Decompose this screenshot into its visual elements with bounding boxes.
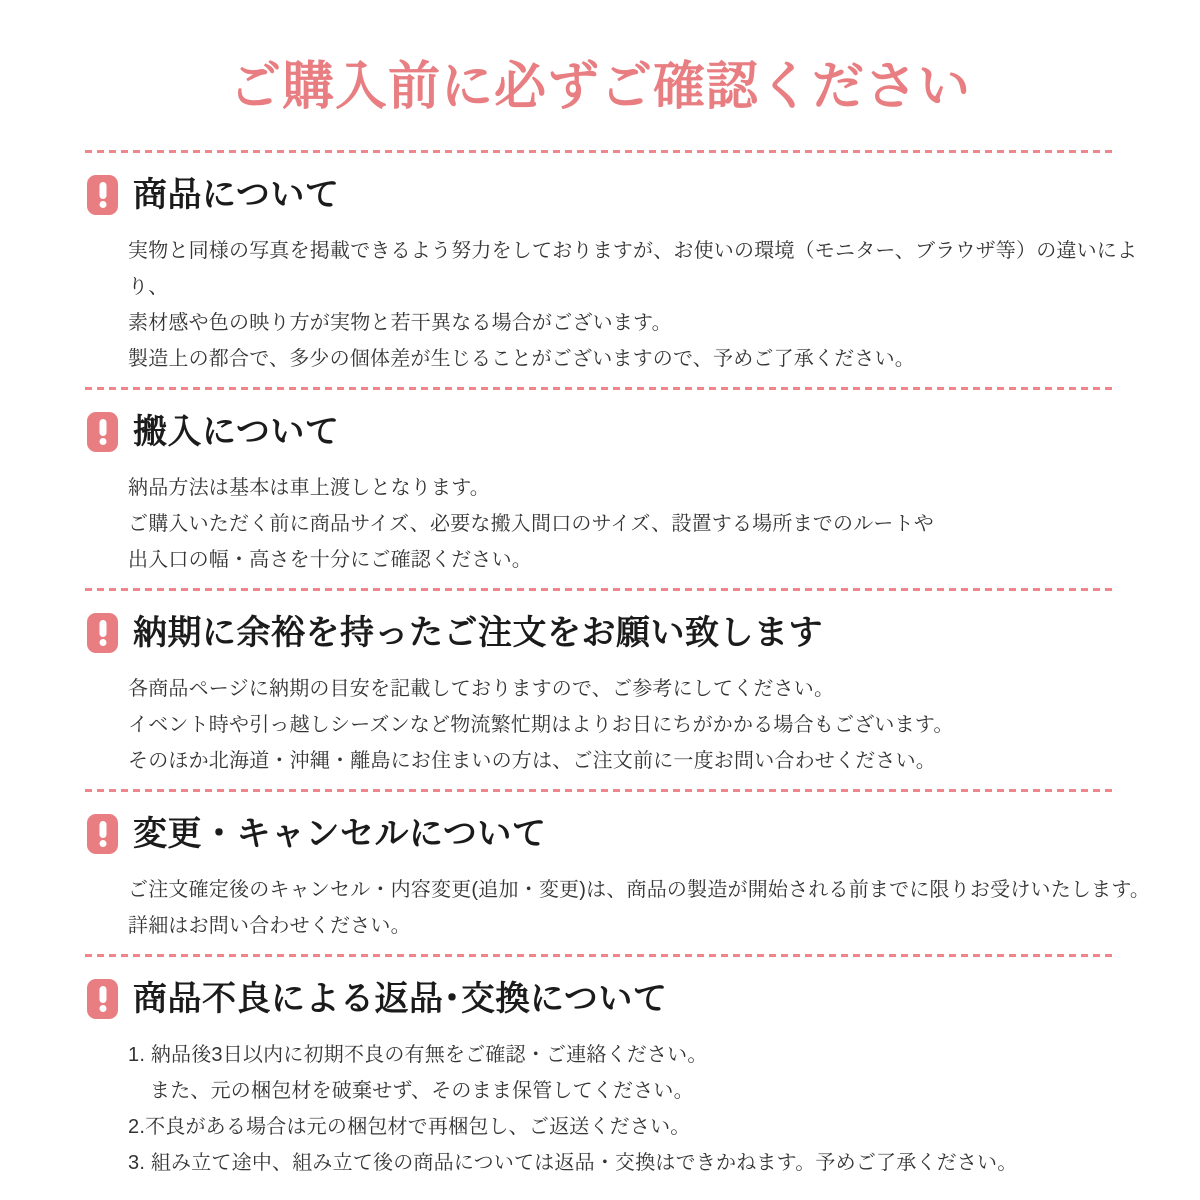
section-body	[128, 671, 1160, 779]
body-line: 3. 組み立て途中、組み立て後の商品については返品・交換はできかねます。予めご了承ください。	[128, 1152, 1018, 1175]
section-heading-row	[87, 814, 1200, 854]
section-heading: 変更・キャンセルについて	[133, 814, 547, 853]
exclamation-icon	[87, 175, 118, 215]
section-change-cancel	[0, 792, 1200, 954]
body-line: 実物と同様の写真を掲載できるよう努力をしておりますが、お使いの環境（モニター、ブラウザ等）の違いにより、	[128, 240, 1138, 299]
exclamation-icon	[87, 814, 118, 854]
section-heading-row	[87, 412, 1200, 452]
body-line: また、元の梱包材を破棄せず、そのまま保管してください。	[150, 1080, 694, 1103]
section-return-exchange	[0, 957, 1200, 1191]
section-body	[128, 1037, 1160, 1181]
section-about-product	[0, 153, 1200, 387]
body-line: 出入口の幅・高さを十分にご確認ください。	[128, 549, 532, 572]
section-heading-row	[87, 613, 1200, 653]
body-line: 2.不良がある場合は元の梱包材で再梱包し、ご返送ください。	[128, 1116, 691, 1139]
body-line: 納品方法は基本は車上渡しとなります。	[128, 477, 490, 500]
exclamation-icon	[87, 979, 118, 1019]
section-heading: 商品不良による返品･交換について	[133, 979, 668, 1018]
exclamation-icon	[87, 613, 118, 653]
section-body	[128, 872, 1160, 944]
section-heading-row	[87, 175, 1200, 215]
body-line: 各商品ページに納期の目安を記載しておりますので、ご参考にしてください。	[128, 678, 835, 701]
section-body	[128, 233, 1160, 377]
section-about-delivery	[0, 390, 1200, 588]
body-line: ご購入いただく前に商品サイズ、必要な搬入間口のサイズ、設置する場所までのルートや	[128, 513, 934, 536]
page-title: ご購入前に必ずご確認ください	[228, 58, 971, 116]
body-line: ご注文確定後のキャンセル・内容変更(追加・変更)は、商品の製造が開始される前までに限りお受けいたします。	[128, 879, 1151, 902]
section-lead-time	[0, 591, 1200, 789]
section-heading: 商品について	[133, 175, 340, 214]
body-line: 製造上の都合で、多少の個体差が生じることがございますので、予めご了承ください。	[128, 348, 915, 371]
section-heading: 納期に余裕を持ったご注文をお願い致します	[133, 613, 823, 652]
section-heading-row	[87, 979, 1200, 1019]
body-line: 素材感や色の映り方が実物と若干異なる場合がございます。	[128, 312, 672, 335]
section-heading: 搬入について	[133, 412, 340, 451]
body-line: 詳細はお問い合わせください。	[128, 915, 411, 938]
body-line: イベント時や引っ越しシーズンなど物流繁忙期はよりお日にちがかかる場合もございます。	[128, 714, 954, 737]
exclamation-icon	[87, 412, 118, 452]
section-body	[128, 470, 1160, 578]
body-line: 1. 納品後3日以内に初期不良の有無をご確認・ご連絡ください。	[128, 1044, 708, 1067]
body-line: そのほか北海道・沖縄・離島にお住まいの方は、ご注文前に一度お問い合わせください。	[128, 750, 936, 773]
